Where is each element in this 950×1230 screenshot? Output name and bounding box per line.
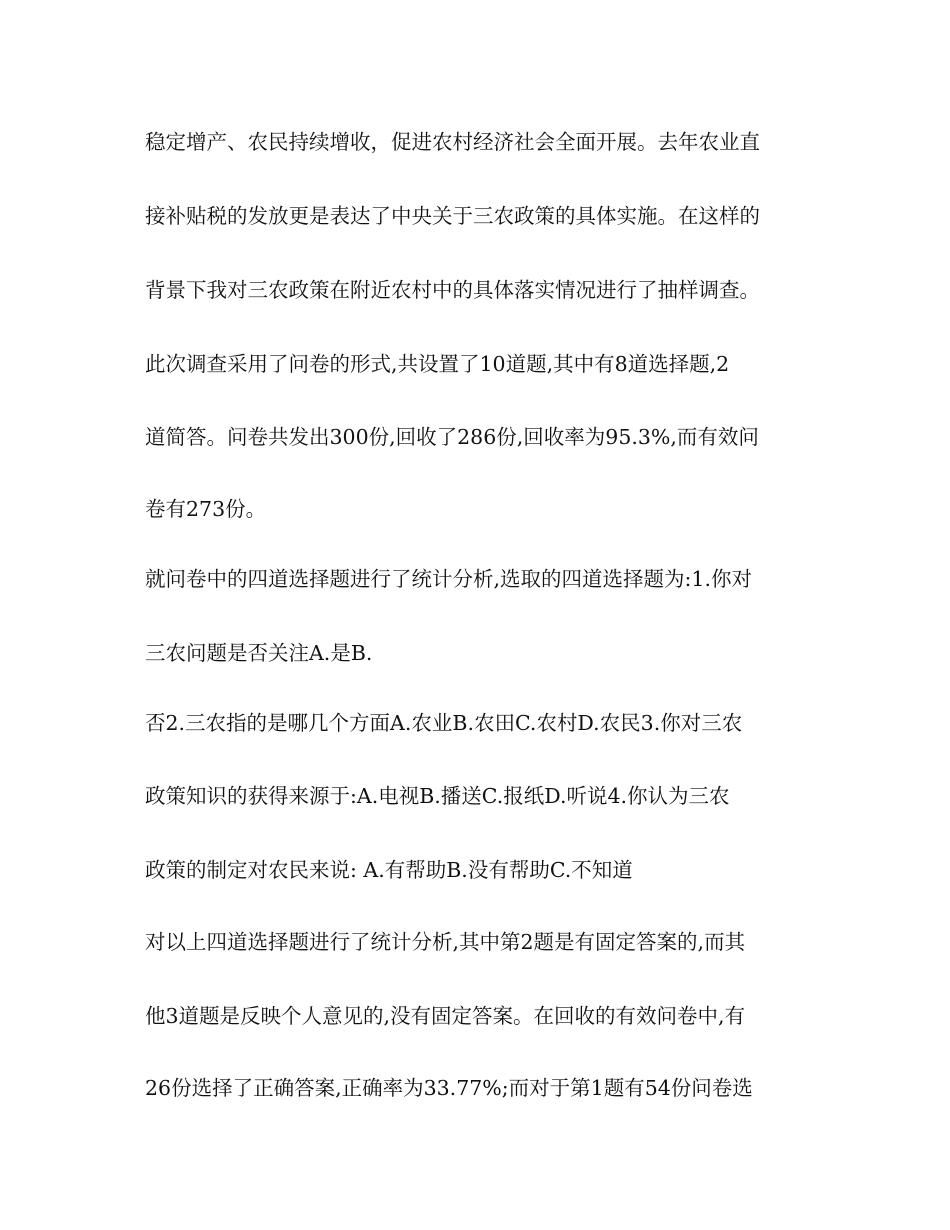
text-line-13: 他3道题是反映个人意见的,没有固定答案。在回收的有效问卷中,有 <box>145 1004 746 1028</box>
text-line-9: 否2.三农指的是哪几个方面A.农业B.农田C.农村D.农民3.你对三农 <box>145 711 743 735</box>
text-line-10: 政策知识的获得来源于:A.电视B.播送C.报纸D.听说4.你认为三农 <box>145 784 730 808</box>
text-line-12: 对以上四道选择题进行了统计分析,其中第2题是有固定答案的,而其 <box>145 930 746 954</box>
text-line-4: 此次调查采用了问卷的形式,共设置了10道题,其中有8道选择题,2 <box>145 352 730 376</box>
text-line-6: 卷有273份。 <box>145 497 267 521</box>
text-line-2: 接补贴税的发放更是表达了中央关于三农政策的具体实施。在这样的 <box>145 204 760 228</box>
text-line-8: 三农问题是否关注A.是B. <box>145 641 373 665</box>
text-line-14: 26份选择了正确答案,正确率为33.77%;而对于第1题有54份问卷选 <box>145 1076 753 1100</box>
text-line-1: 稳定增产、农民持续增收，促进农村经济社会全面开展。去年农业直 <box>145 130 760 154</box>
text-line-11: 政策的制定对农民来说: A.有帮助B.没有帮助C.不知道 <box>145 858 633 882</box>
text-line-7: 就问卷中的四道选择题进行了统计分析,选取的四道选择题为:1.你对 <box>145 567 752 591</box>
text-line-5: 道简答。问卷共发出300份,回收了286份,回收率为95.3%,而有效问 <box>145 425 759 449</box>
text-line-3: 背景下我对三农政策在附近农村中的具体落实情况进行了抽样调查。 <box>145 278 760 302</box>
